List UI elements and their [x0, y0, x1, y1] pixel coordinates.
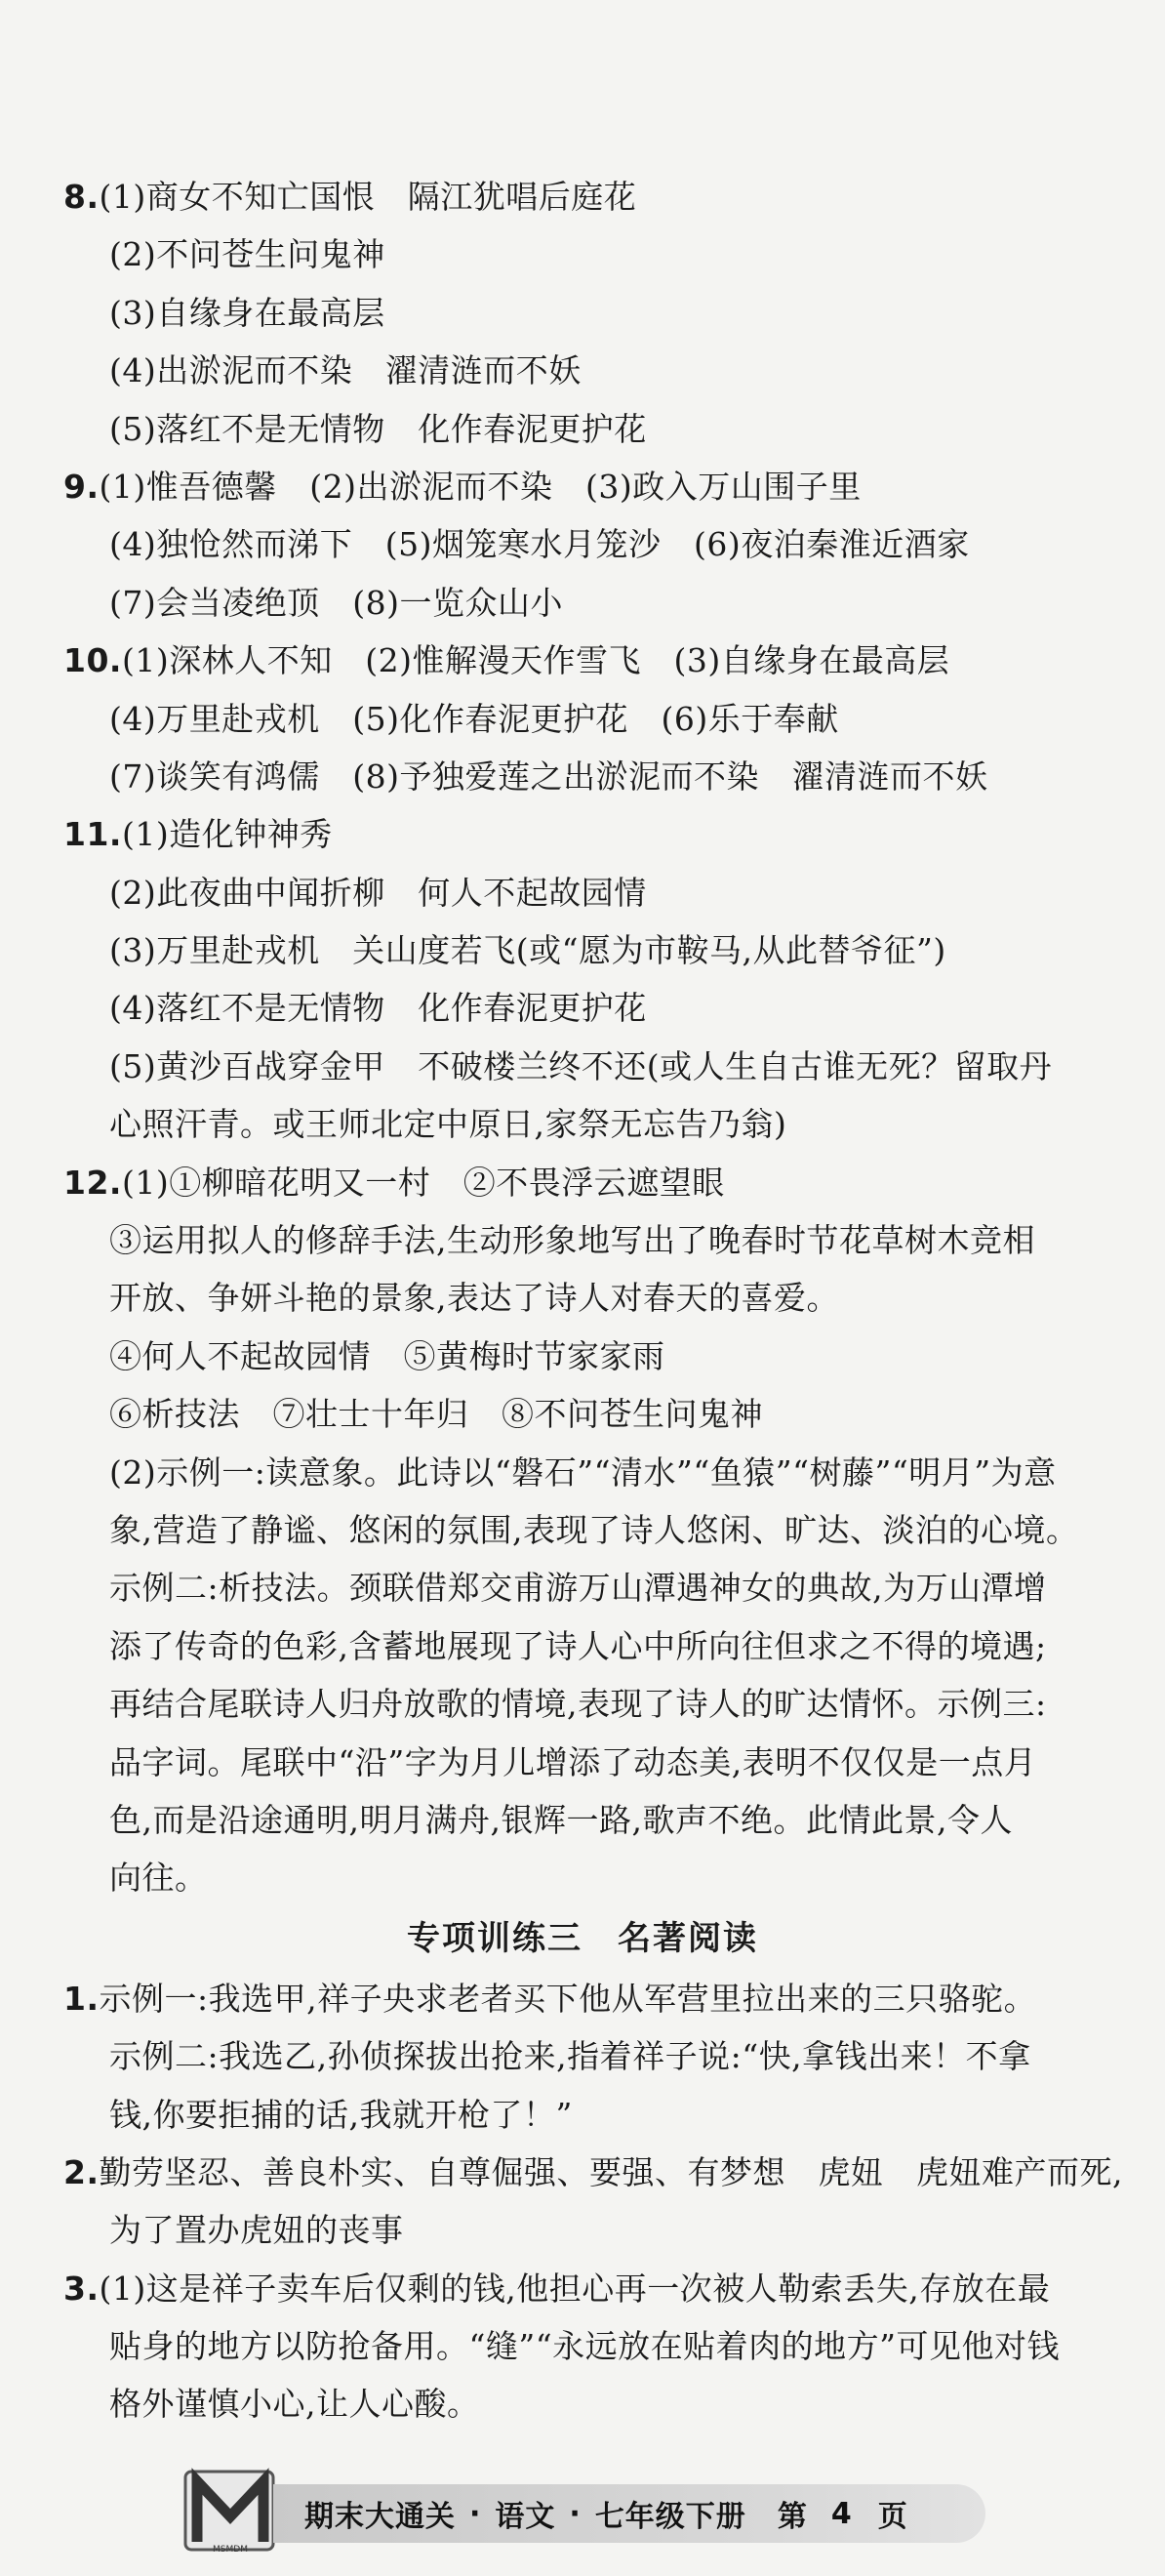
- answer-text: 格外谨慎小心,让人心酸。: [109, 2385, 480, 2424]
- answer-line: [0, 1734, 1165, 1791]
- answer-line: [0, 1970, 1165, 2027]
- answer-line: [0, 1328, 1165, 1385]
- answer-line: [0, 1211, 1165, 1269]
- answer-content: [0, 168, 1165, 2433]
- answer-line: [0, 632, 1165, 689]
- answer-text: 为了置办虎妞的丧事: [109, 2211, 404, 2250]
- answer-line: [0, 979, 1165, 1037]
- footer-bar: [273, 2484, 985, 2543]
- answer-text: (2)不问苍生问鬼神: [109, 235, 385, 274]
- answer-line: [0, 2144, 1165, 2201]
- answer-line: [0, 1385, 1165, 1443]
- answer-text: ⑥析技法 ⑦壮士十年归 ⑧不问苍生问鬼神: [109, 1395, 763, 1434]
- footer-grade: 七年级下册: [594, 2500, 746, 2534]
- answer-text: 示例二:析技法。颈联借郑交甫游万山潭遇神女的典故,为万山潭增: [109, 1569, 1047, 1608]
- footer-dot: ·: [569, 2496, 582, 2531]
- question-number: 2.: [63, 2152, 100, 2191]
- answer-text: (7)谈笑有鸿儒 (8)予独爱莲之出淤泥而不染 濯清涟而不妖: [109, 756, 988, 796]
- answer-text: 示例二:我选乙,孙侦探拔出抢来,指着祥子说:“快,拿钱出来！不拿: [109, 2037, 1031, 2076]
- answer-block-poetry: [0, 168, 1165, 1907]
- answer-text: (2)示例一:读意象。此诗以“磐石”“清水”“鱼猿”“树藤”“明月”为意: [109, 1452, 1057, 1492]
- answer-text: (5)黄沙百战穿金甲 不破楼兰终不还(或人生自古谁无死？留取丹: [109, 1046, 1053, 1085]
- question-number: 3.: [63, 2269, 100, 2308]
- answer-text: (1)造化钟神秀: [121, 815, 333, 854]
- answer-text: 开放、争妍斗艳的景象,表达了诗人对春天的喜爱。: [109, 1279, 839, 1318]
- footer-page-suffix: 页: [877, 2500, 908, 2534]
- footer-subject: 语文: [495, 2500, 556, 2534]
- answer-line: [0, 1675, 1165, 1733]
- answer-line: [0, 2086, 1165, 2144]
- answer-text: (4)出淤泥而不染 濯清涟而不妖: [109, 351, 582, 390]
- answer-text: 贴身的地方以防抢备用。“缝”“永远放在贴着肉的地方”可见他对钱: [109, 2327, 1060, 2366]
- answer-line: [0, 2201, 1165, 2259]
- answer-line: [0, 515, 1165, 573]
- answer-text: (2)此夜曲中闻折柳 何人不起故园情: [109, 873, 647, 912]
- answer-line: [0, 1038, 1165, 1095]
- answer-text: (3)自缘身在最高层: [109, 293, 385, 332]
- answer-text: 象,营造了静谧、悠闲的氛围,表现了诗人悠闲、旷达、淡泊的心境。: [109, 1510, 1079, 1549]
- answer-line: [0, 225, 1165, 283]
- answer-text: (5)落红不是无情物 化作春泥更护花: [109, 409, 647, 448]
- answer-text: (1)商女不知亡国恨 隔江犹唱后庭花: [99, 178, 637, 216]
- answer-line: [0, 1501, 1165, 1559]
- answer-line: [0, 342, 1165, 399]
- answer-line: [0, 284, 1165, 342]
- footer-book-title: 期末大通关: [304, 2500, 456, 2534]
- answer-text: 色,而是沿途通明,明月满舟,银辉一路,歌声不绝。此情此景,令人: [109, 1800, 1013, 1839]
- answer-text: 钱,你要拒捕的话,我就开枪了！”: [109, 2095, 573, 2134]
- answer-line: [0, 748, 1165, 805]
- answer-line: [0, 864, 1165, 921]
- answer-text: (4)万里赴戎机 (5)化作春泥更护花 (6)乐于奉献: [109, 699, 839, 738]
- answer-line: [0, 1154, 1165, 1211]
- answer-text: (3)万里赴戎机 关山度若飞(或“愿为市鞍马,从此替爷征”): [109, 931, 946, 970]
- question-number: 9.: [63, 467, 100, 506]
- logo-text: MSMDM: [213, 2545, 248, 2555]
- answer-text: 再结合尾联诗人归舟放歌的情境,表现了诗人的旷达情怀。示例三:: [109, 1685, 1047, 1724]
- answer-line: [0, 1791, 1165, 1849]
- answer-line: [0, 690, 1165, 748]
- answer-text: ④何人不起故园情 ⑤黄梅时节家家雨: [109, 1336, 665, 1375]
- answer-line: [0, 458, 1165, 515]
- question-number: 8.: [63, 178, 100, 216]
- answer-text: (4)落红不是无情物 化作春泥更护花: [109, 989, 647, 1028]
- answer-line: [0, 1269, 1165, 1327]
- answer-text: 心照汗青。或王师北定中原日,家祭无忘告乃翁): [109, 1105, 787, 1144]
- answer-text: (4)独怆然而涕下 (5)烟笼寒水月笼沙 (6)夜泊秦淮近酒家: [109, 525, 970, 564]
- answer-line: [0, 2375, 1165, 2433]
- answer-text: 示例一:我选甲,祥子央求老者买下他从军营里拉出来的三只骆驼。: [99, 1979, 1037, 2018]
- answer-line: [0, 2027, 1165, 2085]
- question-number: 12.: [63, 1163, 122, 1202]
- answer-line: [0, 1559, 1165, 1616]
- answer-text: ③运用拟人的修辞手法,生动形象地写出了晚春时节花草树木竞相: [109, 1221, 1035, 1260]
- answer-line: [0, 1849, 1165, 1906]
- answer-text: 添了传奇的色彩,含蓄地展现了诗人心中所向往但求之不得的境遇;: [109, 1626, 1047, 1665]
- answer-text: (1)惟吾德馨 (2)出淤泥而不染 (3)政入万山围子里: [99, 467, 862, 506]
- answer-text: (1)深林人不知 (2)惟解漫天作雪飞 (3)自缘身在最高层: [121, 641, 950, 680]
- question-number: 10.: [63, 641, 122, 680]
- answer-line: [0, 574, 1165, 632]
- answer-line: [0, 2317, 1165, 2375]
- answer-line: [0, 400, 1165, 458]
- answer-line: [0, 1444, 1165, 1501]
- answer-text: (1)这是祥子卖车后仅剩的钱,他担心再一次被人勒索丢失,存放在最: [99, 2269, 1051, 2308]
- footer-page-prefix: 第: [777, 2500, 808, 2534]
- answer-text: 向往。: [109, 1859, 208, 1898]
- answer-line: [0, 1617, 1165, 1675]
- question-number: 1.: [63, 1979, 100, 2018]
- answer-line: [0, 805, 1165, 863]
- answer-line: [0, 1095, 1165, 1153]
- answer-text: (7)会当凌绝顶 (8)一览众山小: [109, 583, 563, 622]
- answer-line: [0, 921, 1165, 979]
- footer-page-number: 4: [830, 2496, 853, 2531]
- answer-line: [0, 2260, 1165, 2317]
- answer-text: 品字词。尾联中“沿”字为月儿增添了动态美,表明不仅仅是一点月: [109, 1742, 1037, 1781]
- section-heading: 专项训练三 名著阅读: [407, 1918, 758, 1958]
- question-number: 11.: [63, 815, 122, 854]
- answer-block-classics: [0, 1970, 1165, 2433]
- publisher-logo: [183, 2466, 277, 2556]
- answer-text: 勤劳坚忍、善良朴实、自尊倔强、要强、有梦想 虎妞 虎妞难产而死,: [99, 2152, 1123, 2191]
- answer-line: [0, 168, 1165, 225]
- answer-text: (1)①柳暗花明又一村 ②不畏浮云遮望眼: [121, 1163, 725, 1202]
- footer-dot: ·: [469, 2496, 482, 2531]
